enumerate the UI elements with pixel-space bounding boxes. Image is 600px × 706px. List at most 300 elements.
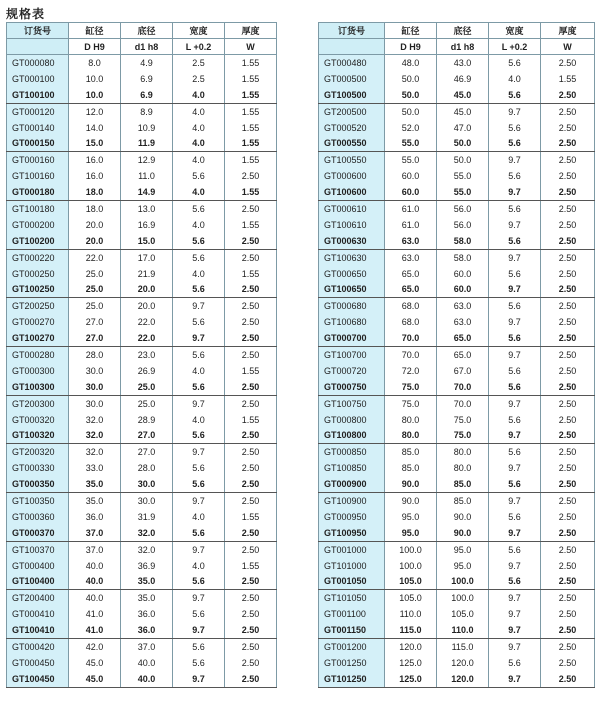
cell-thickness: 1.55 bbox=[225, 266, 277, 282]
subheader-bore-tol: D H9 bbox=[69, 39, 121, 55]
cell-order-number: GT100160 bbox=[7, 168, 69, 184]
cell-thickness: 2.50 bbox=[541, 298, 595, 314]
cell-order-number: GT100950 bbox=[319, 525, 385, 541]
cell-order-number: GT000360 bbox=[7, 509, 69, 525]
cell-groove-diameter: 16.9 bbox=[121, 217, 173, 233]
table-row bbox=[319, 395, 595, 411]
table-row bbox=[319, 135, 595, 151]
cell-groove-diameter: 46.9 bbox=[437, 71, 489, 87]
table-row bbox=[319, 460, 595, 476]
cell-thickness: 2.50 bbox=[541, 217, 595, 233]
cell-groove-diameter: 43.0 bbox=[437, 55, 489, 71]
cell-groove-diameter: 80.0 bbox=[437, 444, 489, 460]
table-row bbox=[7, 444, 277, 460]
subheader-groove-tol: d1 h8 bbox=[121, 39, 173, 55]
subheader-bore-tol: D H9 bbox=[385, 39, 437, 55]
cell-groove-diameter: 6.9 bbox=[121, 87, 173, 103]
cell-width: 9.7 bbox=[489, 671, 541, 687]
cell-bore-diameter: 100.0 bbox=[385, 558, 437, 574]
cell-bore-diameter: 90.0 bbox=[385, 493, 437, 509]
cell-bore-diameter: 18.0 bbox=[69, 184, 121, 200]
table-row bbox=[319, 444, 595, 460]
cell-bore-diameter: 20.0 bbox=[69, 217, 121, 233]
cell-thickness: 2.50 bbox=[225, 476, 277, 492]
cell-groove-diameter: 20.0 bbox=[121, 298, 173, 314]
cell-groove-diameter: 65.0 bbox=[437, 347, 489, 363]
cell-width: 5.6 bbox=[489, 201, 541, 217]
cell-bore-diameter: 60.0 bbox=[385, 168, 437, 184]
table-row bbox=[7, 347, 277, 363]
cell-width: 9.7 bbox=[489, 427, 541, 443]
cell-width: 9.7 bbox=[489, 281, 541, 297]
cell-bore-diameter: 125.0 bbox=[385, 671, 437, 687]
cell-groove-diameter: 90.0 bbox=[437, 525, 489, 541]
table-row bbox=[7, 541, 277, 557]
table-row bbox=[319, 201, 595, 217]
cell-thickness: 2.50 bbox=[541, 639, 595, 655]
cell-width: 5.6 bbox=[489, 655, 541, 671]
cell-order-number: GT100100 bbox=[7, 87, 69, 103]
cell-order-number: GT000420 bbox=[7, 639, 69, 655]
header-width: 宽度 bbox=[173, 23, 225, 39]
table-row bbox=[319, 233, 595, 249]
cell-bore-diameter: 18.0 bbox=[69, 201, 121, 217]
table-row bbox=[7, 493, 277, 509]
table-row bbox=[319, 622, 595, 638]
cell-groove-diameter: 75.0 bbox=[437, 412, 489, 428]
cell-groove-diameter: 65.0 bbox=[437, 330, 489, 346]
cell-bore-diameter: 15.0 bbox=[69, 135, 121, 151]
table-row bbox=[7, 71, 277, 87]
cell-width: 5.6 bbox=[489, 330, 541, 346]
table-row bbox=[7, 233, 277, 249]
cell-width: 5.6 bbox=[173, 347, 225, 363]
cell-thickness: 2.50 bbox=[541, 379, 595, 395]
cell-thickness: 2.50 bbox=[225, 541, 277, 557]
cell-order-number: GT000160 bbox=[7, 152, 69, 168]
cell-order-number: GT200300 bbox=[7, 395, 69, 411]
table-row bbox=[7, 655, 277, 671]
table-row bbox=[7, 55, 277, 71]
cell-thickness: 1.55 bbox=[225, 87, 277, 103]
cell-width: 9.7 bbox=[489, 558, 541, 574]
header-groove-dia: 底径 bbox=[121, 23, 173, 39]
cell-groove-diameter: 56.0 bbox=[437, 201, 489, 217]
cell-bore-diameter: 42.0 bbox=[69, 639, 121, 655]
table-row bbox=[319, 558, 595, 574]
cell-bore-diameter: 25.0 bbox=[69, 298, 121, 314]
table-row bbox=[7, 606, 277, 622]
cell-width: 5.6 bbox=[173, 460, 225, 476]
cell-order-number: GT000150 bbox=[7, 135, 69, 151]
cell-width: 4.0 bbox=[173, 135, 225, 151]
cell-width: 5.6 bbox=[173, 427, 225, 443]
cell-width: 9.7 bbox=[173, 541, 225, 557]
cell-bore-diameter: 95.0 bbox=[385, 509, 437, 525]
table-row bbox=[7, 87, 277, 103]
cell-width: 5.6 bbox=[489, 444, 541, 460]
cell-thickness: 2.50 bbox=[541, 622, 595, 638]
cell-bore-diameter: 50.0 bbox=[385, 103, 437, 119]
cell-width: 9.7 bbox=[173, 298, 225, 314]
cell-order-number: GT000600 bbox=[319, 168, 385, 184]
cell-thickness: 1.55 bbox=[225, 152, 277, 168]
cell-order-number: GT000350 bbox=[7, 476, 69, 492]
cell-order-number: GT001050 bbox=[319, 574, 385, 590]
cell-width: 9.7 bbox=[489, 249, 541, 265]
cell-thickness: 2.50 bbox=[541, 671, 595, 687]
cell-bore-diameter: 45.0 bbox=[69, 655, 121, 671]
cell-thickness: 1.55 bbox=[225, 120, 277, 136]
cell-groove-diameter: 55.0 bbox=[437, 184, 489, 200]
cell-order-number: GT100200 bbox=[7, 233, 69, 249]
table-row bbox=[7, 135, 277, 151]
table-row bbox=[7, 590, 277, 606]
cell-width: 9.7 bbox=[489, 606, 541, 622]
cell-order-number: GT000720 bbox=[319, 363, 385, 379]
header-thickness: 厚度 bbox=[541, 23, 595, 39]
header-thickness: 厚度 bbox=[225, 23, 277, 39]
cell-order-number: GT000250 bbox=[7, 266, 69, 282]
cell-width: 5.6 bbox=[489, 363, 541, 379]
cell-thickness: 2.50 bbox=[225, 574, 277, 590]
cell-width: 4.0 bbox=[173, 266, 225, 282]
cell-order-number: GT000680 bbox=[319, 298, 385, 314]
table-row bbox=[319, 168, 595, 184]
cell-width: 5.6 bbox=[489, 476, 541, 492]
spec-table-left bbox=[6, 22, 277, 688]
cell-order-number: GT100400 bbox=[7, 574, 69, 590]
table-row bbox=[319, 120, 595, 136]
cell-bore-diameter: 85.0 bbox=[385, 444, 437, 460]
cell-thickness: 2.50 bbox=[541, 168, 595, 184]
cell-thickness: 2.50 bbox=[225, 298, 277, 314]
cell-bore-diameter: 80.0 bbox=[385, 412, 437, 428]
table-row bbox=[319, 249, 595, 265]
table-row bbox=[7, 217, 277, 233]
cell-bore-diameter: 37.0 bbox=[69, 525, 121, 541]
cell-width: 5.6 bbox=[489, 298, 541, 314]
cell-width: 9.7 bbox=[173, 671, 225, 687]
cell-order-number: GT200400 bbox=[7, 590, 69, 606]
cell-order-number: GT100700 bbox=[319, 347, 385, 363]
cell-thickness: 2.50 bbox=[541, 558, 595, 574]
cell-thickness: 2.50 bbox=[541, 493, 595, 509]
cell-thickness: 2.50 bbox=[225, 639, 277, 655]
cell-bore-diameter: 8.0 bbox=[69, 55, 121, 71]
cell-thickness: 2.50 bbox=[225, 347, 277, 363]
cell-groove-diameter: 40.0 bbox=[121, 655, 173, 671]
cell-thickness: 2.50 bbox=[541, 476, 595, 492]
cell-width: 4.0 bbox=[173, 558, 225, 574]
cell-order-number: GT100370 bbox=[7, 541, 69, 557]
cell-width: 5.6 bbox=[489, 509, 541, 525]
cell-thickness: 2.50 bbox=[541, 460, 595, 476]
cell-thickness: 2.50 bbox=[541, 233, 595, 249]
cell-order-number: GT100250 bbox=[7, 281, 69, 297]
table-row bbox=[319, 314, 595, 330]
cell-order-number: GT100500 bbox=[319, 87, 385, 103]
cell-groove-diameter: 22.0 bbox=[121, 314, 173, 330]
cell-order-number: GT100450 bbox=[7, 671, 69, 687]
cell-groove-diameter: 11.9 bbox=[121, 135, 173, 151]
cell-width: 9.7 bbox=[489, 347, 541, 363]
cell-order-number: GT100750 bbox=[319, 395, 385, 411]
cell-width: 5.6 bbox=[489, 168, 541, 184]
table-row bbox=[319, 427, 595, 443]
cell-groove-diameter: 35.0 bbox=[121, 574, 173, 590]
cell-width: 4.0 bbox=[173, 103, 225, 119]
cell-width: 2.5 bbox=[173, 71, 225, 87]
cell-order-number: GT001150 bbox=[319, 622, 385, 638]
table-row bbox=[7, 266, 277, 282]
cell-width: 9.7 bbox=[489, 590, 541, 606]
cell-order-number: GT100610 bbox=[319, 217, 385, 233]
cell-bore-diameter: 32.0 bbox=[69, 427, 121, 443]
cell-bore-diameter: 30.0 bbox=[69, 395, 121, 411]
cell-groove-diameter: 63.0 bbox=[437, 314, 489, 330]
cell-groove-diameter: 70.0 bbox=[437, 379, 489, 395]
cell-order-number: GT000700 bbox=[319, 330, 385, 346]
table-row bbox=[319, 103, 595, 119]
cell-groove-diameter: 90.0 bbox=[437, 509, 489, 525]
table-row bbox=[7, 476, 277, 492]
cell-thickness: 2.50 bbox=[541, 55, 595, 71]
cell-thickness: 2.50 bbox=[541, 541, 595, 557]
cell-thickness: 1.55 bbox=[225, 184, 277, 200]
cell-width: 9.7 bbox=[489, 395, 541, 411]
cell-groove-diameter: 85.0 bbox=[437, 476, 489, 492]
table-row bbox=[7, 314, 277, 330]
table-row bbox=[319, 298, 595, 314]
cell-groove-diameter: 120.0 bbox=[437, 655, 489, 671]
cell-width: 4.0 bbox=[173, 509, 225, 525]
cell-groove-diameter: 36.9 bbox=[121, 558, 173, 574]
cell-width: 4.0 bbox=[173, 152, 225, 168]
cell-width: 5.6 bbox=[489, 266, 541, 282]
cell-thickness: 1.55 bbox=[225, 363, 277, 379]
cell-bore-diameter: 63.0 bbox=[385, 249, 437, 265]
cell-bore-diameter: 14.0 bbox=[69, 120, 121, 136]
cell-order-number: GT101050 bbox=[319, 590, 385, 606]
cell-order-number: GT100550 bbox=[319, 152, 385, 168]
table-row bbox=[7, 412, 277, 428]
cell-thickness: 2.50 bbox=[225, 330, 277, 346]
table-row bbox=[7, 120, 277, 136]
cell-order-number: GT000300 bbox=[7, 363, 69, 379]
cell-thickness: 2.50 bbox=[225, 622, 277, 638]
cell-width: 4.0 bbox=[173, 120, 225, 136]
cell-groove-diameter: 58.0 bbox=[437, 233, 489, 249]
cell-bore-diameter: 36.0 bbox=[69, 509, 121, 525]
cell-width: 5.6 bbox=[173, 201, 225, 217]
cell-thickness: 2.50 bbox=[541, 103, 595, 119]
table-row bbox=[7, 103, 277, 119]
cell-order-number: GT000750 bbox=[319, 379, 385, 395]
cell-order-number: GT000550 bbox=[319, 135, 385, 151]
cell-thickness: 2.50 bbox=[541, 330, 595, 346]
cell-thickness: 2.50 bbox=[541, 655, 595, 671]
cell-bore-diameter: 80.0 bbox=[385, 427, 437, 443]
cell-width: 5.6 bbox=[489, 574, 541, 590]
cell-bore-diameter: 48.0 bbox=[385, 55, 437, 71]
cell-groove-diameter: 120.0 bbox=[437, 671, 489, 687]
cell-bore-diameter: 28.0 bbox=[69, 347, 121, 363]
cell-groove-diameter: 60.0 bbox=[437, 266, 489, 282]
cell-order-number: GT000280 bbox=[7, 347, 69, 363]
cell-groove-diameter: 110.0 bbox=[437, 622, 489, 638]
cell-groove-diameter: 67.0 bbox=[437, 363, 489, 379]
table-row bbox=[7, 168, 277, 184]
cell-width: 4.0 bbox=[173, 363, 225, 379]
cell-bore-diameter: 10.0 bbox=[69, 71, 121, 87]
cell-groove-diameter: 95.0 bbox=[437, 541, 489, 557]
cell-bore-diameter: 110.0 bbox=[385, 606, 437, 622]
table-row bbox=[319, 412, 595, 428]
table-row bbox=[319, 493, 595, 509]
header-bore-dia: 缸径 bbox=[385, 23, 437, 39]
cell-bore-diameter: 50.0 bbox=[385, 71, 437, 87]
cell-width: 5.6 bbox=[489, 379, 541, 395]
cell-bore-diameter: 100.0 bbox=[385, 541, 437, 557]
cell-width: 4.0 bbox=[173, 217, 225, 233]
cell-thickness: 2.50 bbox=[225, 493, 277, 509]
cell-groove-diameter: 13.0 bbox=[121, 201, 173, 217]
cell-order-number: GT100320 bbox=[7, 427, 69, 443]
cell-bore-diameter: 95.0 bbox=[385, 525, 437, 541]
cell-thickness: 2.50 bbox=[541, 314, 595, 330]
cell-bore-diameter: 85.0 bbox=[385, 460, 437, 476]
cell-bore-diameter: 30.0 bbox=[69, 379, 121, 395]
cell-thickness: 2.50 bbox=[225, 379, 277, 395]
cell-thickness: 1.55 bbox=[225, 509, 277, 525]
cell-bore-diameter: 35.0 bbox=[69, 476, 121, 492]
cell-order-number: GT000120 bbox=[7, 103, 69, 119]
subheader-thickness-sym: W bbox=[541, 39, 595, 55]
cell-bore-diameter: 33.0 bbox=[69, 460, 121, 476]
cell-order-number: GT000180 bbox=[7, 184, 69, 200]
cell-order-number: GT100900 bbox=[319, 493, 385, 509]
cell-thickness: 2.50 bbox=[541, 444, 595, 460]
cell-thickness: 2.50 bbox=[225, 427, 277, 443]
cell-thickness: 2.50 bbox=[541, 347, 595, 363]
cell-groove-diameter: 27.0 bbox=[121, 427, 173, 443]
cell-thickness: 2.50 bbox=[541, 87, 595, 103]
cell-groove-diameter: 20.0 bbox=[121, 281, 173, 297]
cell-order-number: GT100350 bbox=[7, 493, 69, 509]
cell-width: 5.6 bbox=[489, 412, 541, 428]
cell-bore-diameter: 20.0 bbox=[69, 233, 121, 249]
cell-order-number: GT000140 bbox=[7, 120, 69, 136]
cell-groove-diameter: 14.9 bbox=[121, 184, 173, 200]
cell-order-number: GT001250 bbox=[319, 655, 385, 671]
cell-order-number: GT100800 bbox=[319, 427, 385, 443]
table-row bbox=[319, 379, 595, 395]
cell-groove-diameter: 12.9 bbox=[121, 152, 173, 168]
page-title: 规格表 bbox=[6, 7, 46, 21]
cell-groove-diameter: 28.9 bbox=[121, 412, 173, 428]
cell-width: 9.7 bbox=[489, 493, 541, 509]
table-row bbox=[319, 87, 595, 103]
cell-groove-diameter: 100.0 bbox=[437, 574, 489, 590]
cell-bore-diameter: 68.0 bbox=[385, 298, 437, 314]
cell-thickness: 1.55 bbox=[225, 103, 277, 119]
cell-groove-diameter: 56.0 bbox=[437, 217, 489, 233]
cell-groove-diameter: 75.0 bbox=[437, 427, 489, 443]
header-bore-dia: 缸径 bbox=[69, 23, 121, 39]
cell-width: 5.6 bbox=[173, 655, 225, 671]
cell-groove-diameter: 27.0 bbox=[121, 444, 173, 460]
subheader-empty bbox=[319, 39, 385, 55]
cell-groove-diameter: 36.0 bbox=[121, 606, 173, 622]
cell-order-number: GT000270 bbox=[7, 314, 69, 330]
table-row bbox=[319, 671, 595, 687]
cell-order-number: GT000480 bbox=[319, 55, 385, 71]
cell-width: 5.6 bbox=[173, 233, 225, 249]
cell-width: 5.6 bbox=[489, 233, 541, 249]
cell-groove-diameter: 63.0 bbox=[437, 298, 489, 314]
cell-thickness: 2.50 bbox=[541, 363, 595, 379]
table-row bbox=[319, 655, 595, 671]
cell-order-number: GT000950 bbox=[319, 509, 385, 525]
cell-bore-diameter: 55.0 bbox=[385, 135, 437, 151]
cell-groove-diameter: 55.0 bbox=[437, 168, 489, 184]
cell-width: 2.5 bbox=[173, 55, 225, 71]
cell-groove-diameter: 21.9 bbox=[121, 266, 173, 282]
cell-order-number: GT000850 bbox=[319, 444, 385, 460]
cell-width: 4.0 bbox=[173, 87, 225, 103]
cell-bore-diameter: 25.0 bbox=[69, 281, 121, 297]
cell-groove-diameter: 22.0 bbox=[121, 330, 173, 346]
cell-groove-diameter: 30.0 bbox=[121, 476, 173, 492]
cell-width: 9.7 bbox=[489, 525, 541, 541]
cell-groove-diameter: 28.0 bbox=[121, 460, 173, 476]
cell-thickness: 2.50 bbox=[225, 168, 277, 184]
cell-bore-diameter: 10.0 bbox=[69, 87, 121, 103]
cell-bore-diameter: 105.0 bbox=[385, 574, 437, 590]
cell-groove-diameter: 85.0 bbox=[437, 493, 489, 509]
cell-bore-diameter: 70.0 bbox=[385, 347, 437, 363]
table-row bbox=[319, 217, 595, 233]
cell-order-number: GT100630 bbox=[319, 249, 385, 265]
cell-bore-diameter: 30.0 bbox=[69, 363, 121, 379]
cell-width: 5.6 bbox=[489, 541, 541, 557]
cell-order-number: GT000100 bbox=[7, 71, 69, 87]
subheader-empty bbox=[7, 39, 69, 55]
cell-order-number: GT100410 bbox=[7, 622, 69, 638]
cell-bore-diameter: 27.0 bbox=[69, 330, 121, 346]
cell-width: 9.7 bbox=[173, 590, 225, 606]
cell-width: 5.6 bbox=[489, 120, 541, 136]
cell-bore-diameter: 16.0 bbox=[69, 168, 121, 184]
cell-bore-diameter: 70.0 bbox=[385, 330, 437, 346]
table-row bbox=[319, 509, 595, 525]
cell-width: 9.7 bbox=[173, 330, 225, 346]
cell-order-number: GT100300 bbox=[7, 379, 69, 395]
header-groove-dia: 底径 bbox=[437, 23, 489, 39]
table-row bbox=[7, 639, 277, 655]
spec-table-right bbox=[318, 22, 595, 688]
cell-bore-diameter: 60.0 bbox=[385, 184, 437, 200]
cell-order-number: GT000500 bbox=[319, 71, 385, 87]
cell-groove-diameter: 50.0 bbox=[437, 152, 489, 168]
cell-thickness: 2.50 bbox=[541, 135, 595, 151]
cell-order-number: GT200500 bbox=[319, 103, 385, 119]
cell-bore-diameter: 16.0 bbox=[69, 152, 121, 168]
cell-bore-diameter: 63.0 bbox=[385, 233, 437, 249]
cell-width: 9.7 bbox=[489, 152, 541, 168]
cell-groove-diameter: 60.0 bbox=[437, 281, 489, 297]
